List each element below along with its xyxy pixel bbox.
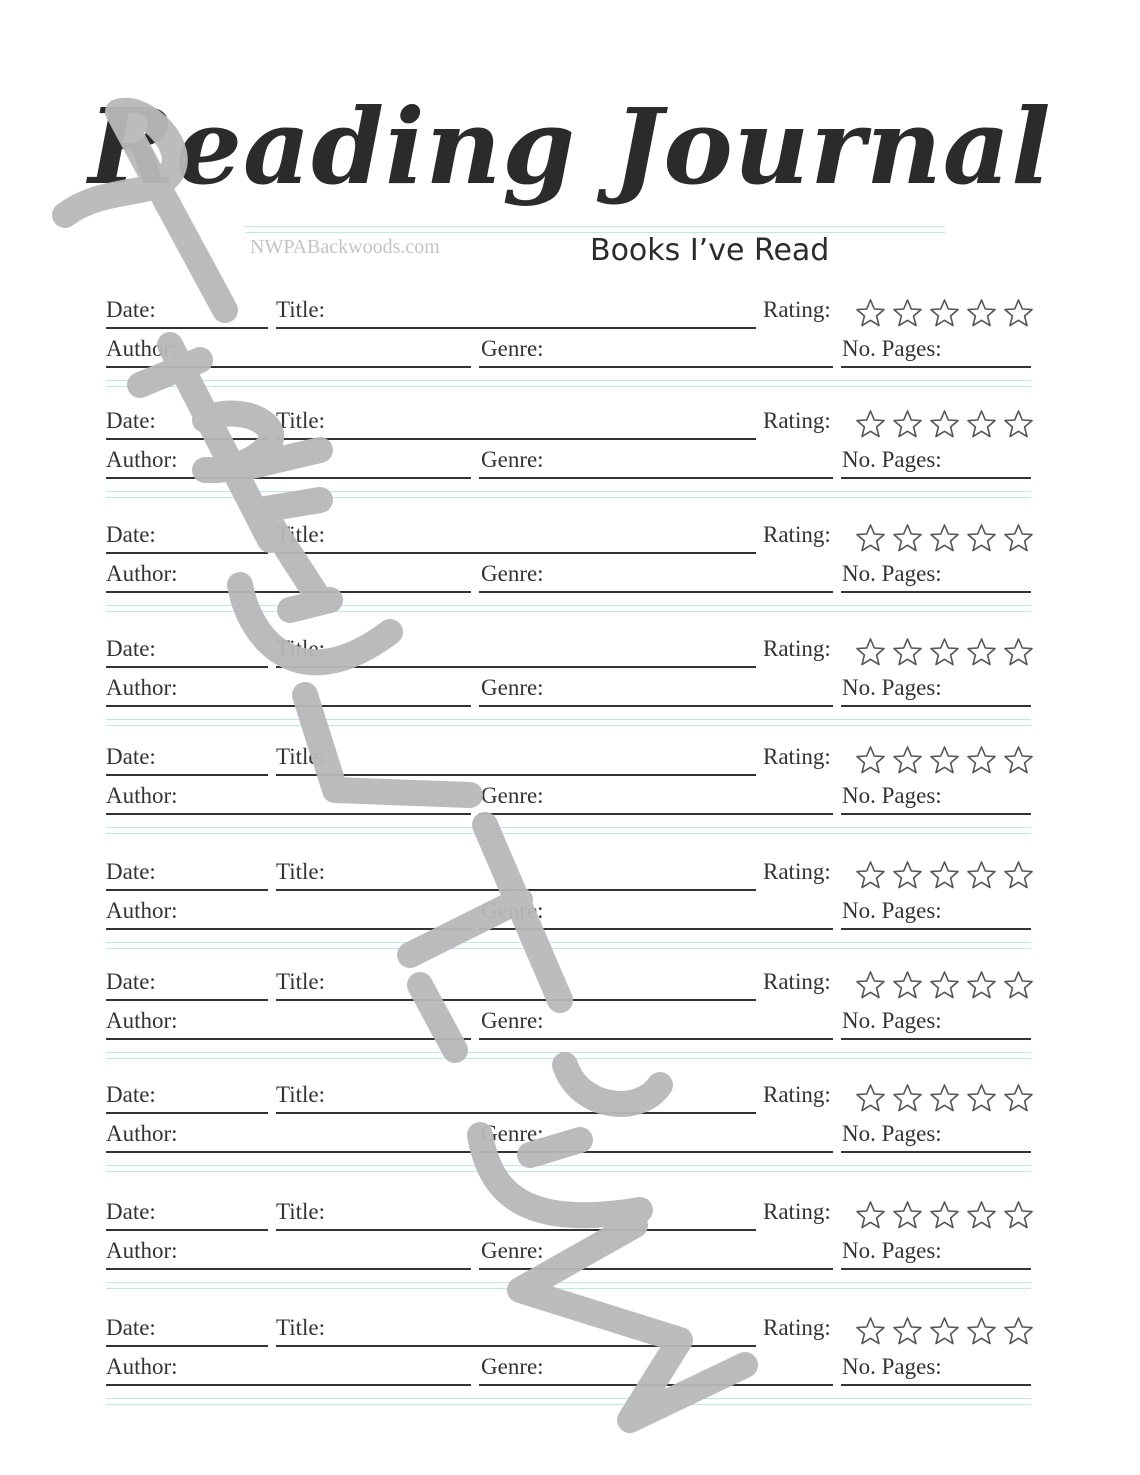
star-icon[interactable] xyxy=(1003,637,1034,668)
pages-label: No. Pages: xyxy=(842,1354,942,1379)
author-field[interactable] xyxy=(106,928,471,930)
author-label: Author: xyxy=(106,783,178,808)
rating-label: Rating: xyxy=(763,636,831,661)
genre-field[interactable] xyxy=(479,928,833,930)
star-icon[interactable] xyxy=(966,860,997,891)
star-icon[interactable] xyxy=(855,860,886,891)
entry-separator xyxy=(106,1052,1031,1059)
entry-separator xyxy=(106,491,1031,498)
genre-field[interactable] xyxy=(479,705,833,707)
star-icon[interactable] xyxy=(1003,860,1034,891)
date-field[interactable] xyxy=(106,552,268,554)
star-icon[interactable] xyxy=(929,409,960,440)
title-label: Title: xyxy=(276,1082,326,1107)
author-label: Author: xyxy=(106,561,178,586)
pages-field[interactable] xyxy=(841,705,1031,707)
title-label: Title: xyxy=(276,859,326,884)
author-field[interactable] xyxy=(106,705,471,707)
pages-field[interactable] xyxy=(841,1268,1031,1270)
star-icon[interactable] xyxy=(1003,1200,1034,1231)
title-field[interactable] xyxy=(276,666,756,668)
star-icon[interactable] xyxy=(966,1200,997,1231)
date-label: Date: xyxy=(106,1199,156,1224)
entry-separator xyxy=(106,719,1031,726)
rating-stars[interactable] xyxy=(855,523,1034,554)
author-field[interactable] xyxy=(106,366,471,368)
rating-label: Rating: xyxy=(763,408,831,433)
rating-label: Rating: xyxy=(763,297,831,322)
journal-entry xyxy=(0,403,1140,513)
rating-label: Rating: xyxy=(763,744,831,769)
date-label: Date: xyxy=(106,297,156,322)
entry-separator xyxy=(106,380,1031,387)
date-field[interactable] xyxy=(106,1345,268,1347)
rating-stars[interactable] xyxy=(855,409,1034,440)
star-icon[interactable] xyxy=(855,637,886,668)
star-icon[interactable] xyxy=(966,970,997,1001)
pages-label: No. Pages: xyxy=(842,1238,942,1263)
entry-separator xyxy=(106,942,1031,949)
title-underline xyxy=(245,226,945,233)
pages-label: No. Pages: xyxy=(842,898,942,923)
date-label: Date: xyxy=(106,408,156,433)
star-icon[interactable] xyxy=(892,298,923,329)
title-field[interactable] xyxy=(276,1229,756,1231)
genre-label: Genre: xyxy=(481,1121,544,1146)
star-icon[interactable] xyxy=(855,1200,886,1231)
star-icon[interactable] xyxy=(1003,745,1034,776)
pages-label: No. Pages: xyxy=(842,561,942,586)
date-field[interactable] xyxy=(106,1229,268,1231)
star-icon[interactable] xyxy=(929,860,960,891)
date-field[interactable] xyxy=(106,1112,268,1114)
entry-separator xyxy=(106,1282,1031,1289)
genre-field[interactable] xyxy=(479,591,833,593)
author-label: Author: xyxy=(106,1238,178,1263)
star-icon[interactable] xyxy=(929,298,960,329)
genre-field[interactable] xyxy=(479,1384,833,1386)
star-icon[interactable] xyxy=(892,860,923,891)
journal-entry xyxy=(0,854,1140,964)
star-icon[interactable] xyxy=(966,523,997,554)
rating-label: Rating: xyxy=(763,969,831,994)
star-icon[interactable] xyxy=(855,523,886,554)
star-icon[interactable] xyxy=(855,1083,886,1114)
pages-field[interactable] xyxy=(841,1038,1031,1040)
date-field[interactable] xyxy=(106,774,268,776)
author-field[interactable] xyxy=(106,477,471,479)
star-icon[interactable] xyxy=(1003,523,1034,554)
star-icon[interactable] xyxy=(855,745,886,776)
star-icon[interactable] xyxy=(855,1316,886,1347)
star-icon[interactable] xyxy=(966,1316,997,1347)
pages-label: No. Pages: xyxy=(842,1121,942,1146)
genre-label: Genre: xyxy=(481,1008,544,1033)
author-label: Author: xyxy=(106,1008,178,1033)
star-icon[interactable] xyxy=(929,523,960,554)
journal-entry xyxy=(0,1194,1140,1304)
date-label: Date: xyxy=(106,522,156,547)
genre-label: Genre: xyxy=(481,1354,544,1379)
star-icon[interactable] xyxy=(1003,970,1034,1001)
star-icon[interactable] xyxy=(1003,1316,1034,1347)
date-field[interactable] xyxy=(106,889,268,891)
star-icon[interactable] xyxy=(966,745,997,776)
pages-label: No. Pages: xyxy=(842,336,942,361)
title-label: Title: xyxy=(276,1199,326,1224)
pages-field[interactable] xyxy=(841,813,1031,815)
title-field[interactable] xyxy=(276,999,756,1001)
star-icon[interactable] xyxy=(855,298,886,329)
star-icon[interactable] xyxy=(892,745,923,776)
genre-label: Genre: xyxy=(481,561,544,586)
pages-label: No. Pages: xyxy=(842,447,942,472)
genre-field[interactable] xyxy=(479,1151,833,1153)
date-field[interactable] xyxy=(106,438,268,440)
journal-entry xyxy=(0,1310,1140,1420)
author-field[interactable] xyxy=(106,1038,471,1040)
genre-label: Genre: xyxy=(481,336,544,361)
star-icon[interactable] xyxy=(966,298,997,329)
pages-field[interactable] xyxy=(841,477,1031,479)
journal-entry xyxy=(0,964,1140,1074)
genre-field[interactable] xyxy=(479,813,833,815)
star-icon[interactable] xyxy=(855,409,886,440)
genre-label: Genre: xyxy=(481,675,544,700)
star-icon[interactable] xyxy=(892,1083,923,1114)
rating-stars[interactable] xyxy=(855,745,1034,776)
author-field[interactable] xyxy=(106,813,471,815)
star-icon[interactable] xyxy=(855,970,886,1001)
rating-label: Rating: xyxy=(763,859,831,884)
star-icon[interactable] xyxy=(892,409,923,440)
entry-separator xyxy=(106,1398,1031,1405)
pages-label: No. Pages: xyxy=(842,1008,942,1033)
watermark-url: NWPABackwoods.com xyxy=(250,236,440,258)
date-label: Date: xyxy=(106,1082,156,1107)
author-label: Author: xyxy=(106,675,178,700)
star-icon[interactable] xyxy=(1003,409,1034,440)
star-icon[interactable] xyxy=(929,970,960,1001)
journal-entry xyxy=(0,739,1140,849)
star-icon[interactable] xyxy=(929,637,960,668)
rating-stars[interactable] xyxy=(855,1200,1034,1231)
rating-stars[interactable] xyxy=(855,637,1034,668)
author-label: Author: xyxy=(106,336,178,361)
author-field[interactable] xyxy=(106,591,471,593)
pages-field[interactable] xyxy=(841,1384,1031,1386)
star-icon[interactable] xyxy=(929,1316,960,1347)
date-label: Date: xyxy=(106,1315,156,1340)
rating-stars[interactable] xyxy=(855,298,1034,329)
pages-label: No. Pages: xyxy=(842,783,942,808)
star-icon[interactable] xyxy=(892,523,923,554)
star-icon[interactable] xyxy=(892,1200,923,1231)
title-field[interactable] xyxy=(276,889,756,891)
title-field[interactable] xyxy=(276,438,756,440)
pages-field[interactable] xyxy=(841,591,1031,593)
date-field[interactable] xyxy=(106,999,268,1001)
page-title: Reading Journal xyxy=(88,85,1052,208)
page-subtitle: Books I’ve Read xyxy=(590,233,830,268)
author-label: Author: xyxy=(106,898,178,923)
title-field[interactable] xyxy=(276,327,756,329)
entry-separator xyxy=(106,827,1031,834)
author-label: Author: xyxy=(106,1121,178,1146)
rating-label: Rating: xyxy=(763,1082,831,1107)
rating-stars[interactable] xyxy=(855,970,1034,1001)
pages-field[interactable] xyxy=(841,366,1031,368)
genre-label: Genre: xyxy=(481,898,544,923)
pages-field[interactable] xyxy=(841,928,1031,930)
title-label: Title: xyxy=(276,1315,326,1340)
date-label: Date: xyxy=(106,859,156,884)
genre-label: Genre: xyxy=(481,447,544,472)
rating-stars[interactable] xyxy=(855,1316,1034,1347)
star-icon[interactable] xyxy=(892,970,923,1001)
journal-entry xyxy=(0,1077,1140,1187)
journal-entry xyxy=(0,292,1140,402)
author-field[interactable] xyxy=(106,1268,471,1270)
genre-field[interactable] xyxy=(479,1268,833,1270)
rating-label: Rating: xyxy=(763,522,831,547)
author-field[interactable] xyxy=(106,1151,471,1153)
star-icon[interactable] xyxy=(1003,298,1034,329)
author-field[interactable] xyxy=(106,1384,471,1386)
star-icon[interactable] xyxy=(966,409,997,440)
rating-stars[interactable] xyxy=(855,1083,1034,1114)
star-icon[interactable] xyxy=(966,637,997,668)
journal-entry xyxy=(0,631,1140,741)
title-label: Title: xyxy=(276,297,326,322)
rating-label: Rating: xyxy=(763,1199,831,1224)
title-label: Title: xyxy=(276,744,326,769)
author-label: Author: xyxy=(106,1354,178,1379)
title-field[interactable] xyxy=(276,1345,756,1347)
title-label: Title: xyxy=(276,636,326,661)
pages-label: No. Pages: xyxy=(842,675,942,700)
star-icon[interactable] xyxy=(929,1083,960,1114)
genre-field[interactable] xyxy=(479,477,833,479)
star-icon[interactable] xyxy=(966,1083,997,1114)
star-icon[interactable] xyxy=(892,1316,923,1347)
author-label: Author: xyxy=(106,447,178,472)
rating-stars[interactable] xyxy=(855,860,1034,891)
date-label: Date: xyxy=(106,744,156,769)
date-label: Date: xyxy=(106,636,156,661)
title-field[interactable] xyxy=(276,774,756,776)
date-field[interactable] xyxy=(106,327,268,329)
entry-separator xyxy=(106,605,1031,612)
pages-field[interactable] xyxy=(841,1151,1031,1153)
date-field[interactable] xyxy=(106,666,268,668)
star-icon[interactable] xyxy=(892,637,923,668)
title-label: Title: xyxy=(276,408,326,433)
genre-field[interactable] xyxy=(479,366,833,368)
genre-label: Genre: xyxy=(481,783,544,808)
rating-label: Rating: xyxy=(763,1315,831,1340)
star-icon[interactable] xyxy=(929,745,960,776)
star-icon[interactable] xyxy=(929,1200,960,1231)
date-label: Date: xyxy=(106,969,156,994)
title-label: Title: xyxy=(276,969,326,994)
title-field[interactable] xyxy=(276,1112,756,1114)
star-icon[interactable] xyxy=(1003,1083,1034,1114)
journal-entry xyxy=(0,517,1140,627)
entry-separator xyxy=(106,1165,1031,1172)
genre-field[interactable] xyxy=(479,1038,833,1040)
genre-label: Genre: xyxy=(481,1238,544,1263)
title-label: Title: xyxy=(276,522,326,547)
title-field[interactable] xyxy=(276,552,756,554)
